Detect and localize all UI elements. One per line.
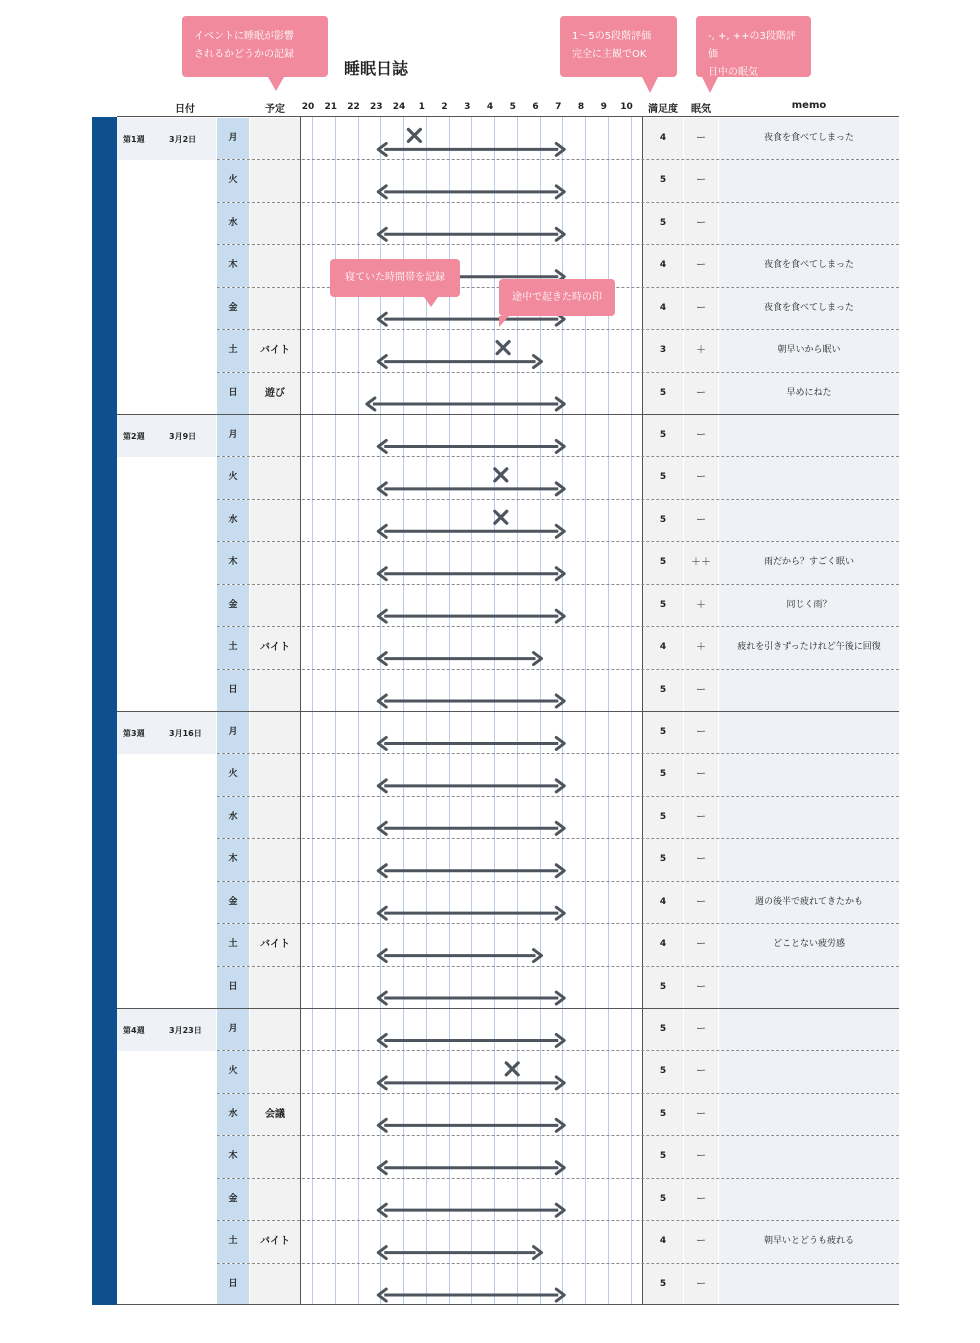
satisfaction-cell: 4 bbox=[643, 882, 683, 923]
day-label: 日 bbox=[217, 373, 249, 414]
plan-cell bbox=[250, 882, 300, 923]
plan-cell bbox=[250, 670, 300, 711]
day-label: 月 bbox=[217, 1009, 249, 1050]
week-label: 第4週 bbox=[123, 1026, 145, 1036]
week-label: 第3週 bbox=[123, 729, 145, 739]
satisfaction-cell: 5 bbox=[643, 754, 683, 795]
header-sleepiness: 眠気 bbox=[691, 104, 711, 115]
satisfaction-cell: 5 bbox=[643, 1009, 683, 1050]
plan-cell bbox=[250, 245, 300, 286]
plan-cell bbox=[250, 967, 300, 1008]
plan-cell: バイト bbox=[250, 330, 300, 371]
memo-cell: 朝早いとどうも疲れる bbox=[719, 1221, 899, 1262]
plan-cell bbox=[250, 1264, 300, 1305]
hour-label: 1 bbox=[418, 102, 425, 112]
plan-cell bbox=[250, 1136, 300, 1177]
satisfaction-cell: 5 bbox=[643, 203, 683, 244]
satisfaction-cell: 5 bbox=[643, 500, 683, 541]
plan-cell bbox=[250, 457, 300, 498]
plan-cell bbox=[250, 839, 300, 880]
plan-cell bbox=[250, 754, 300, 795]
satisfaction-cell: 5 bbox=[643, 967, 683, 1008]
plan-cell bbox=[250, 542, 300, 583]
x-mark-icon bbox=[495, 469, 507, 481]
day-label: 火 bbox=[217, 1051, 249, 1092]
sleepiness-cell: ー bbox=[684, 203, 718, 244]
satisfaction-cell: 5 bbox=[643, 712, 683, 753]
sleepiness-cell: ー bbox=[684, 160, 718, 201]
day-label: 木 bbox=[217, 839, 249, 880]
memo-cell: 朝早いから眠い bbox=[719, 330, 899, 371]
memo-cell bbox=[719, 797, 899, 838]
sleepiness-cell: ー bbox=[684, 967, 718, 1008]
hour-label: 8 bbox=[577, 102, 585, 112]
week-start-date: 3月2日 bbox=[169, 135, 197, 144]
header-memo: memo bbox=[791, 100, 827, 111]
callout-woke: 途中で起きた時の印 bbox=[499, 279, 615, 316]
sleepiness-cell: ー bbox=[684, 797, 718, 838]
sleepiness-cell: ＋＋ bbox=[684, 542, 718, 583]
memo-cell bbox=[719, 712, 899, 753]
day-label: 火 bbox=[217, 754, 249, 795]
sleepiness-cell: ー bbox=[684, 1009, 718, 1050]
x-mark-icon bbox=[495, 511, 507, 523]
day-label: 火 bbox=[217, 457, 249, 498]
sleepiness-cell: ー bbox=[684, 924, 718, 965]
hour-label: 6 bbox=[532, 102, 539, 112]
memo-cell: どことない疲労感 bbox=[719, 924, 899, 965]
callout-event: イベントに睡眠が影響 されるかどうかの記録 bbox=[182, 16, 328, 77]
week-start-date: 3月23日 bbox=[169, 1026, 202, 1036]
day-label: 土 bbox=[217, 1221, 249, 1262]
sleep-span-arrow bbox=[367, 398, 564, 410]
memo-cell: 同じく雨？ bbox=[719, 585, 899, 626]
callout-satisfaction: 1〜5の5段階評価 完全に主観でOK bbox=[560, 16, 677, 77]
plan-cell bbox=[250, 797, 300, 838]
memo-cell: 雨だから？すごく眠い bbox=[719, 542, 899, 583]
sleepiness-cell: ー bbox=[684, 839, 718, 880]
plan-cell: バイト bbox=[250, 924, 300, 965]
memo-cell bbox=[719, 415, 899, 456]
memo-cell bbox=[719, 967, 899, 1008]
memo-cell bbox=[719, 1051, 899, 1092]
week-label-cell bbox=[117, 1009, 216, 1051]
satisfaction-cell: 5 bbox=[643, 373, 683, 414]
callout-slept: 寝ていた時間帯を記録 bbox=[330, 259, 460, 297]
day-label: 月 bbox=[217, 415, 249, 456]
satisfaction-cell: 5 bbox=[643, 1136, 683, 1177]
sleepiness-cell: ー bbox=[684, 1264, 718, 1305]
week-label-cell bbox=[117, 118, 216, 160]
satisfaction-cell: 5 bbox=[643, 1264, 683, 1305]
hour-label: 3 bbox=[464, 102, 471, 112]
header-satisfaction: 満足度 bbox=[648, 104, 678, 115]
week-start-date: 3月9日 bbox=[169, 432, 197, 441]
day-label: 土 bbox=[217, 924, 249, 965]
satisfaction-cell: 5 bbox=[643, 1051, 683, 1092]
memo-cell bbox=[719, 754, 899, 795]
hour-label: 22 bbox=[347, 102, 360, 112]
day-label: 木 bbox=[217, 542, 249, 583]
plan-cell bbox=[250, 1009, 300, 1050]
week-start-date: 3月16日 bbox=[169, 729, 202, 739]
hour-label: 21 bbox=[324, 102, 338, 112]
hour-label: 5 bbox=[509, 102, 516, 112]
sleepiness-cell: ー bbox=[684, 373, 718, 414]
satisfaction-cell: 5 bbox=[643, 839, 683, 880]
week-label: 第1週 bbox=[123, 135, 145, 144]
satisfaction-cell: 4 bbox=[643, 627, 683, 668]
day-label: 水 bbox=[217, 797, 249, 838]
plan-cell bbox=[250, 415, 300, 456]
memo-cell: 夜食を食べてしまった bbox=[719, 288, 899, 329]
memo-cell bbox=[719, 1136, 899, 1177]
plan-cell: 遊び bbox=[250, 373, 300, 414]
sleepiness-cell: ー bbox=[684, 712, 718, 753]
sleepiness-cell: ー bbox=[684, 1179, 718, 1220]
memo-cell: 早めにねた bbox=[719, 373, 899, 414]
week-label-cell bbox=[117, 415, 216, 457]
plan-cell: バイト bbox=[250, 1221, 300, 1262]
memo-cell bbox=[719, 457, 899, 498]
satisfaction-cell: 5 bbox=[643, 797, 683, 838]
memo-cell: 疲れを引きずったけれど午後に回復 bbox=[719, 627, 899, 668]
plan-cell bbox=[250, 585, 300, 626]
satisfaction-cell: 5 bbox=[643, 585, 683, 626]
hour-label: 7 bbox=[555, 102, 562, 112]
sleepiness-cell: ー bbox=[684, 288, 718, 329]
sidebar-bar bbox=[92, 117, 117, 1305]
table-bottom-border bbox=[117, 1304, 899, 1305]
callout-sleepiness: -, +, ++の3段階評価 日中の眠気 bbox=[696, 16, 811, 77]
sleepiness-cell: ー bbox=[684, 1051, 718, 1092]
memo-cell bbox=[719, 670, 899, 711]
satisfaction-cell: 4 bbox=[643, 1221, 683, 1262]
sleepiness-cell: ー bbox=[684, 882, 718, 923]
plan-cell bbox=[250, 203, 300, 244]
sleepiness-cell: ー bbox=[684, 118, 718, 159]
memo-cell bbox=[719, 1094, 899, 1135]
satisfaction-cell: 5 bbox=[643, 1179, 683, 1220]
plan-cell bbox=[250, 288, 300, 329]
day-label: 日 bbox=[217, 670, 249, 711]
day-label: 土 bbox=[217, 330, 249, 371]
satisfaction-cell: 5 bbox=[643, 415, 683, 456]
memo-cell: 夜食を食べてしまった bbox=[719, 245, 899, 286]
plan-cell bbox=[250, 160, 300, 201]
sleepiness-cell: ＋ bbox=[684, 585, 718, 626]
memo-cell bbox=[719, 160, 899, 201]
hour-label: 23 bbox=[369, 102, 383, 112]
sleepiness-cell: ー bbox=[684, 670, 718, 711]
day-label: 火 bbox=[217, 160, 249, 201]
plan-cell bbox=[250, 500, 300, 541]
sleepiness-cell: ＋ bbox=[684, 330, 718, 371]
plan-cell bbox=[250, 712, 300, 753]
memo-cell bbox=[719, 1179, 899, 1220]
day-label: 月 bbox=[217, 712, 249, 753]
memo-cell bbox=[719, 839, 899, 880]
memo-cell bbox=[719, 1009, 899, 1050]
plan-cell bbox=[250, 1179, 300, 1220]
day-label: 日 bbox=[217, 1264, 249, 1305]
day-label: 土 bbox=[217, 627, 249, 668]
satisfaction-cell: 4 bbox=[643, 245, 683, 286]
day-label: 金 bbox=[217, 288, 249, 329]
plan-cell bbox=[250, 118, 300, 159]
day-label: 日 bbox=[217, 967, 249, 1008]
sleepiness-cell: ＋ bbox=[684, 627, 718, 668]
day-label: 水 bbox=[217, 1094, 249, 1135]
hour-label: 10 bbox=[620, 102, 633, 112]
day-label: 水 bbox=[217, 500, 249, 541]
sleepiness-cell: ー bbox=[684, 245, 718, 286]
day-label: 木 bbox=[217, 245, 249, 286]
header-date: 日付 bbox=[175, 104, 195, 115]
sleepiness-cell: ー bbox=[684, 500, 718, 541]
satisfaction-cell: 3 bbox=[643, 330, 683, 371]
page-title: 睡眠日誌 bbox=[344, 59, 409, 78]
day-label: 月 bbox=[217, 118, 249, 159]
satisfaction-cell: 5 bbox=[643, 457, 683, 498]
day-label: 金 bbox=[217, 1179, 249, 1220]
sleepiness-cell: ー bbox=[684, 457, 718, 498]
day-label: 水 bbox=[217, 203, 249, 244]
hour-label: 24 bbox=[392, 102, 406, 112]
satisfaction-cell: 4 bbox=[643, 118, 683, 159]
day-label: 金 bbox=[217, 585, 249, 626]
week-label: 第2週 bbox=[123, 432, 145, 441]
plan-cell bbox=[250, 1051, 300, 1092]
satisfaction-cell: 4 bbox=[643, 288, 683, 329]
plan-cell: バイト bbox=[250, 627, 300, 668]
x-mark-icon bbox=[408, 129, 420, 141]
sleepiness-cell: ー bbox=[684, 415, 718, 456]
table-top-border bbox=[117, 116, 899, 117]
memo-cell bbox=[719, 500, 899, 541]
header-plan: 予定 bbox=[265, 104, 285, 115]
sleepiness-cell: ー bbox=[684, 1221, 718, 1262]
satisfaction-cell: 5 bbox=[643, 670, 683, 711]
hour-label: 9 bbox=[600, 102, 607, 112]
satisfaction-cell: 4 bbox=[643, 924, 683, 965]
satisfaction-cell: 5 bbox=[643, 160, 683, 201]
memo-cell: 週の後半で疲れてきたかも bbox=[719, 882, 899, 923]
memo-cell bbox=[719, 1264, 899, 1305]
sleepiness-cell: ー bbox=[684, 754, 718, 795]
day-label: 金 bbox=[217, 882, 249, 923]
sleepiness-cell: ー bbox=[684, 1136, 718, 1177]
memo-cell bbox=[719, 203, 899, 244]
hour-label: 20 bbox=[301, 102, 315, 112]
memo-cell: 夜食を食べてしまった bbox=[719, 118, 899, 159]
week-label-cell bbox=[117, 712, 216, 754]
satisfaction-cell: 5 bbox=[643, 542, 683, 583]
hour-label: 2 bbox=[441, 102, 448, 112]
sleepiness-cell: ー bbox=[684, 1094, 718, 1135]
x-mark-icon bbox=[497, 342, 509, 354]
satisfaction-cell: 5 bbox=[643, 1094, 683, 1135]
plan-cell: 会議 bbox=[250, 1094, 300, 1135]
day-label: 木 bbox=[217, 1136, 249, 1177]
hour-label: 4 bbox=[486, 102, 494, 112]
